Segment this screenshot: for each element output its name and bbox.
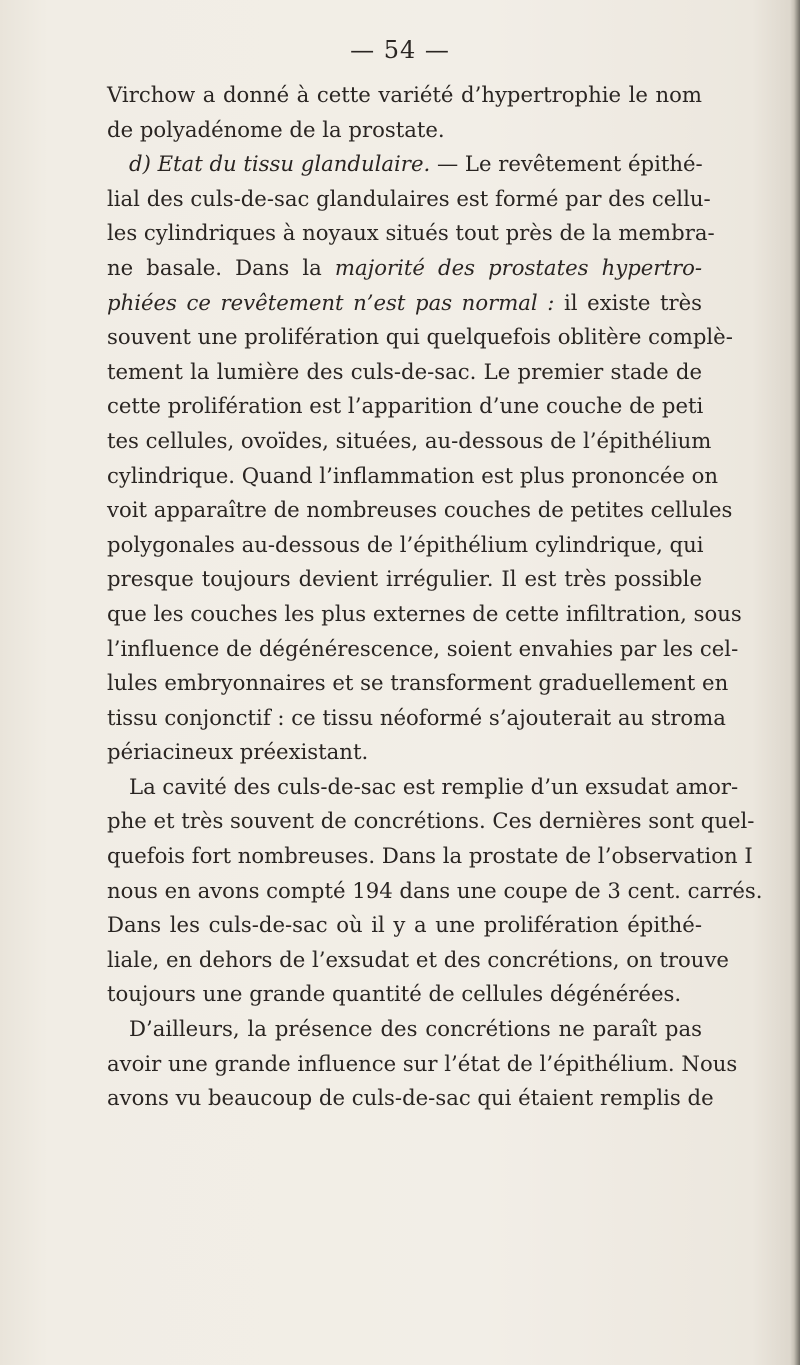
text-line: La cavité des culs-de-sac est remplie d’un exsudat amor- (129, 773, 739, 799)
text-line (107, 286, 702, 321)
body-text (107, 78, 763, 1116)
text-line: D’ailleurs, la présence des concrétions ne paraît pas (129, 1016, 702, 1042)
text-span: — Le revêtement épithé- (430, 151, 703, 177)
text-line: les cylindriques à noyaux situés tout près de la membra- (107, 220, 715, 246)
page-edge-shadow (790, 0, 800, 1365)
text-line: voit apparaître de nombreuses couches de petites cellules (107, 497, 733, 523)
italic-text: phiées ce revêtement n’est pas normal : (107, 289, 555, 315)
text-line: toujours une grande quantité de cellules dégénérées. (107, 981, 682, 1007)
text-line: lules embryonnaires et se transforment graduellement en (107, 670, 729, 696)
page-number: — 54 — (350, 36, 450, 64)
text-line: quefois fort nombreuses. Dans la prostate de l’observation I (107, 843, 753, 869)
text-line: liale, en dehors de l’exsudat et des concrétions, on trouve (107, 946, 729, 972)
text-line: polygonales au-dessous de l’épithélium cylindrique, qui (107, 531, 704, 557)
text-line: tes cellules, ovoïdes, situées, au-dessous de l’épithélium (107, 427, 712, 453)
text-line: tement la lumière des culs-de-sac. Le premier stade de (107, 358, 702, 384)
text-line: l’influence de dégénérescence, soient envahies par les cel- (107, 635, 739, 661)
text-span: ne basale. Dans la (107, 254, 335, 280)
text-line: avoir une grande influence sur l’état de l’épithélium. Nous (107, 1050, 738, 1076)
text-line: que les couches les plus externes de cette infiltration, sous (107, 600, 742, 626)
text-line: Virchow a donné à cette variété d’hypertrophie le nom (107, 82, 702, 107)
italic-text: d) (129, 151, 158, 177)
text-span: il existe très (554, 289, 702, 315)
text-line: phe et très souvent de concrétions. Ces dernières sont quel- (107, 808, 755, 834)
text-line: périacineux préexistant. (107, 739, 369, 765)
text-line: Dans les culs-de-sac où il y a une prolifération épithé- (107, 912, 702, 938)
text-line (107, 147, 702, 182)
text-line: presque toujours devient irrégulier. Il est très possible (107, 566, 702, 592)
text-line: souvent une prolifération qui quelquefois oblitère complè- (107, 324, 733, 350)
text-line: nous en avons compté 194 dans une coupe de 3 cent. carrés. (107, 877, 763, 903)
text-line: lial des culs-de-sac glandulaires est formé par des cellu- (107, 185, 711, 211)
text-line (107, 251, 702, 286)
text-line: de polyadénome de la prostate. (107, 116, 445, 142)
italic-text: Etat du tissu glandulaire. (157, 151, 431, 177)
text-line: avons vu beaucoup de culs-de-sac qui étaient remplis de (107, 1085, 714, 1111)
text-line: cylindrique. Quand l’inflammation est plus prononcée on (107, 462, 719, 488)
italic-text: majorité des prostates hypertro- (334, 254, 702, 280)
text-line: tissu conjonctif : ce tissu néoformé s’ajouterait au stroma (107, 704, 726, 730)
text-line: cette prolifération est l’apparition d’une couche de peti (107, 393, 704, 419)
